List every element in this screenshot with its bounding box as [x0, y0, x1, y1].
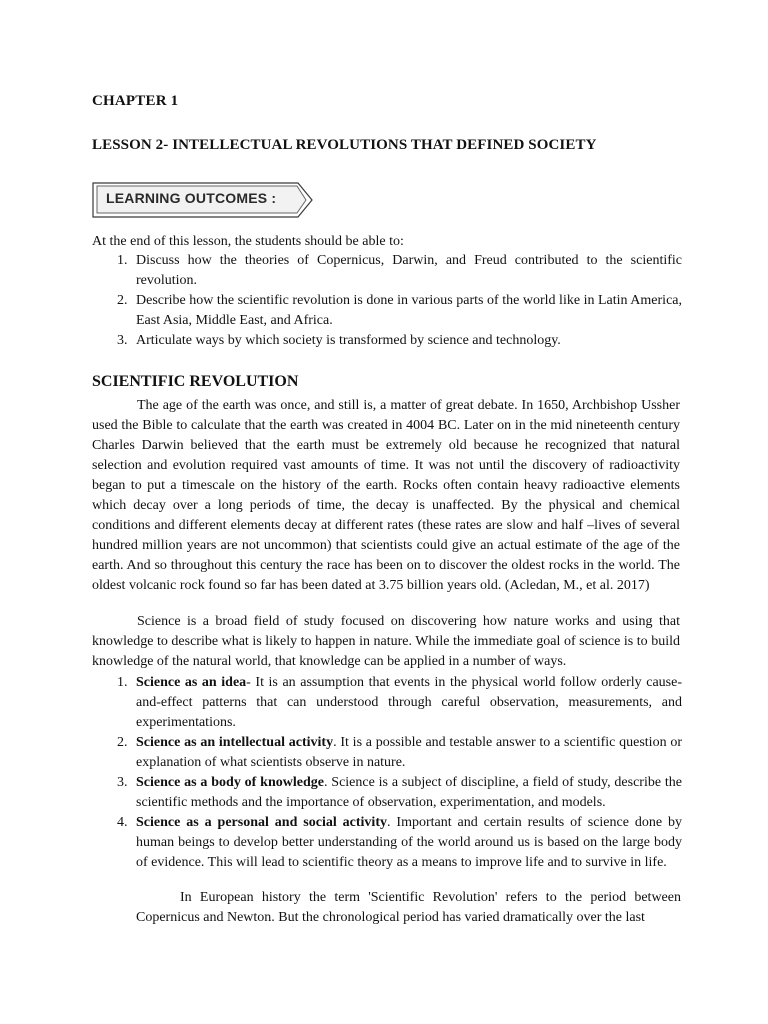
list-number: 3. [117, 775, 128, 790]
science-view-term: Science as an idea [136, 675, 247, 690]
paragraph-age-of-earth [92, 396, 680, 596]
list-number: 1. [117, 675, 128, 690]
science-view-item [92, 673, 682, 733]
science-view-item [92, 773, 682, 813]
objective-text: Describe how the scientific revolution is done in various parts of the world like in Latin America, East Asia, Middle East, and Africa. [136, 293, 682, 328]
objectives-list [92, 251, 682, 351]
intro-text: At the end of this lesson, the students should be able to: [92, 234, 404, 249]
section-title: SCIENTIFIC REVOLUTION [92, 373, 299, 390]
science-view-term: Science as an intellectual activity [136, 735, 334, 750]
science-view-item [92, 813, 682, 873]
learning-outcomes-label: LEARNING OUTCOMES : [106, 190, 277, 206]
list-number: 3. [117, 333, 128, 348]
science-view-text: - It is an assumption that events in the physical world follow orderly cause-and-effect patterns that can understood through careful observation, measurements, and experimentations. [136, 675, 682, 730]
paragraph-text: The age of the earth was once, and still is, a matter of great debate. In 1650, Archbishop Ussher used the Bible to calculate that the earth was created in 4004 BC. Later on in the mid nineteenth century Charles Darwin believed that the earth must be extremely old because he recognized that natural selection and evolution required vast amounts of time. It was not until the discovery of radioactivity began to put a timescale on the history of the earth. Rocks often contain heavy radioactive elements which decay over a long periods of time, the decay is unaffected. By the physical and chemical conditions and different elements decay at different rates (these rates are slow and half –lives of several hundred million years are not uncommon) that scientists could give an actual estimate of the age of the earth. And so throughout this century the race has been on to discover the oldest rocks in the world. The oldest volcanic rock found so far has been dated at 3.75 billion years old. (Acledan, M., et al. 2017) [92, 398, 680, 593]
science-view-text: . Important and certain results of science done by human beings to develop better understanding of the world around us is based on the large body of evidence. This will lead to scientific theory as a means to improve life and to survive in life. [136, 815, 683, 870]
paragraph-european-history [136, 888, 681, 928]
lesson-heading: LESSON 2- INTELLECTUAL REVOLUTIONS THAT DEFINED SOCIETY [92, 137, 597, 153]
list-number: 2. [117, 735, 128, 750]
science-view-term: Science as a personal and social activity [136, 815, 387, 830]
list-number: 1. [117, 253, 128, 268]
science-view-text: . It is a possible and testable answer to a scientific question or explanation of what scientists observe in nature. [136, 735, 683, 770]
objective-item [92, 251, 682, 291]
list-number: 2. [117, 293, 128, 308]
objective-text: Discuss how the theories of Copernicus, Darwin, and Freud contributed to the scientific revolution. [136, 253, 682, 288]
objective-text: Articulate ways by which society is transformed by science and technology. [136, 333, 561, 348]
science-views-list [92, 673, 682, 873]
science-view-term: Science as a body of knowledge [136, 775, 324, 790]
science-view-text: . Science is a subject of discipline, a field of study, describe the scientific methods and the importance of observation, experimentation, and models. [136, 775, 682, 810]
paragraph-science-definition [92, 612, 680, 672]
paragraph-text: In European history the term 'Scientific Revolution' refers to the period between Copernicus and Newton. But the chronological period has varied dramatically over the last [136, 890, 681, 925]
chapter-heading: CHAPTER 1 [92, 93, 179, 109]
science-view-item [92, 733, 682, 773]
objective-item [92, 291, 682, 331]
learning-outcomes-banner [92, 181, 322, 219]
objective-item [92, 331, 682, 351]
paragraph-text: Science is a broad field of study focused on discovering how nature works and using that knowledge to describe what is likely to happen in nature. While the immediate goal of science is to build knowledge of the natural world, that knowledge can be applied in a number of ways. [92, 614, 680, 669]
list-number: 4. [117, 815, 128, 830]
